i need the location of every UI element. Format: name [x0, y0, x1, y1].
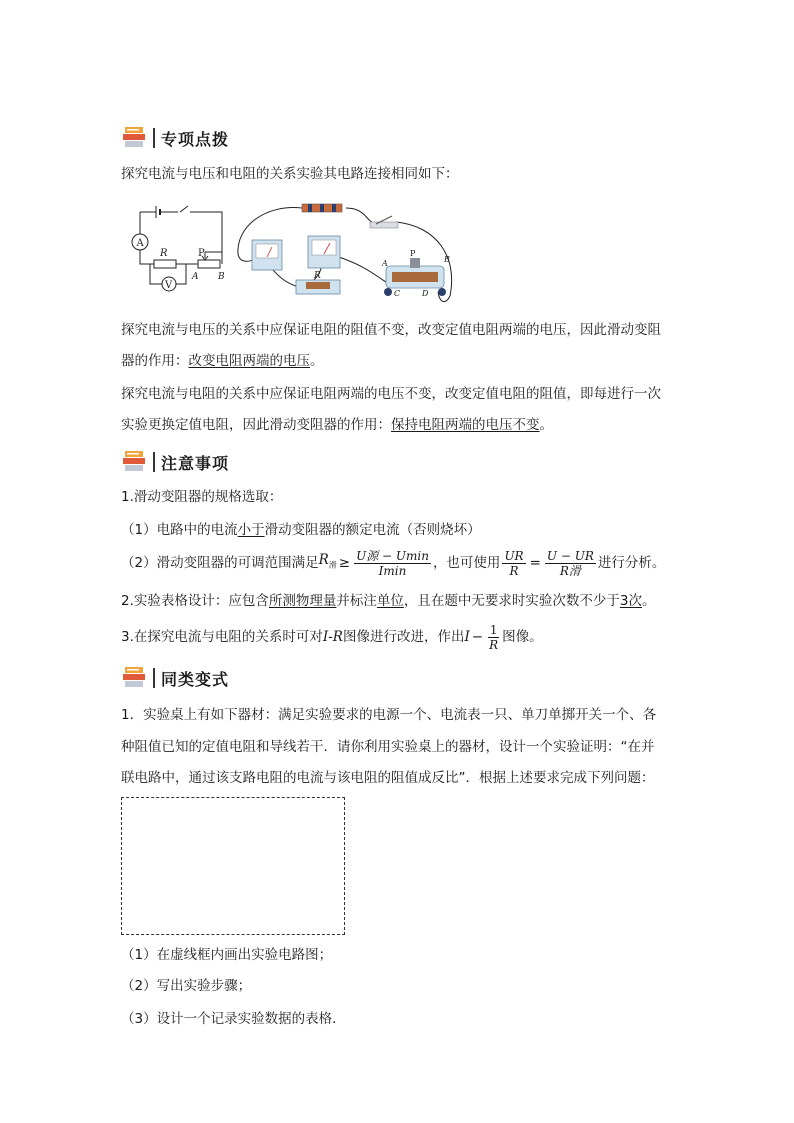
circuit-label-voltmeter: V: [165, 280, 173, 291]
formula-sub-slide: 滑: [328, 560, 337, 570]
note-1: 1.滑动变阻器的规格选取：: [121, 489, 283, 505]
note-2-prefix: 2.实验表格设计：应包含: [121, 593, 269, 609]
note-1a-underline: 小于: [237, 522, 265, 538]
problem-line3: 联电路中，通过该支路电阻的电流与该电阻的阻值成反比”．根据上述要求完成下列问题：: [121, 770, 655, 786]
para1-line1: 探究电流与电压的关系中应保证电阻的阻值不变，改变定值电阻两端的电压，因此滑动变阻: [121, 322, 661, 338]
resistor-icon: [296, 280, 340, 294]
circuit-drawing-box[interactable]: [121, 797, 345, 935]
note-3-fraction: [487, 623, 500, 652]
intro-text: 探究电流与电压和电阻的关系实验其电路连接相同如下：: [121, 166, 459, 182]
apparatus-label-b: B: [444, 255, 450, 264]
section-heading-notes: [121, 449, 229, 475]
note-1b: [121, 547, 665, 579]
para1-line2: [121, 351, 324, 371]
note-2-underline-3: 3次: [619, 593, 642, 609]
apparatus-label-d: D: [422, 289, 429, 298]
para1-line2-prefix: 器的作用：: [121, 353, 189, 369]
section-title: 专项点拨: [161, 129, 230, 149]
formula-num-1: U源 − Umin: [356, 548, 429, 563]
apparatus-label-p: P: [410, 249, 416, 258]
note-3: [121, 622, 543, 652]
question-2: （2）写出实验步骤；: [121, 978, 252, 994]
note-1b-mid: ，也可使用: [432, 555, 501, 571]
note-1a-prefix: （1）电路中的电流: [121, 522, 238, 538]
book-icon: [121, 451, 147, 473]
circuit-label-r: R: [160, 248, 168, 259]
problem-line2: 种阻值已知的定值电阻和导线若干．请你利用实验桌上的器材，设计一个实验证明：“在并: [121, 739, 655, 755]
formula-den-1: Imin: [378, 563, 407, 578]
note-1a-suffix: 滑动变阻器的额定电流（否则烧坏）: [264, 522, 481, 538]
formula-fraction-2: [502, 549, 525, 578]
note-1b-suffix: 进行分析。: [597, 555, 666, 571]
note-2-mid-2: ，且在题中无要求时实验次数不少于: [403, 593, 620, 609]
apparatus-label-c: C: [394, 289, 401, 298]
note-3-mid: 图像进行改进，作出: [342, 629, 465, 645]
para1-underline: 改变电阻两端的电压: [188, 353, 310, 369]
para2-line1: 探究电流与电阻的关系中应保证电阻两端的电压不变，改变定值电阻的阻值，即每进行一次: [121, 386, 661, 402]
para2-line2: [121, 415, 553, 435]
switch-icon: [370, 216, 398, 228]
note-1b-prefix: （2）滑动变阻器的可调范围满足: [121, 555, 319, 571]
heading-divider: [153, 668, 155, 688]
para1-line2-suffix: 。: [310, 353, 324, 369]
formula-num-3: U − UR: [546, 548, 594, 563]
note-1a: [121, 520, 481, 540]
book-icon: [121, 667, 147, 689]
note-2-suffix: 。: [641, 593, 656, 609]
circuit-label-b: B: [218, 272, 225, 282]
voltmeter-icon: [252, 240, 282, 270]
ammeter-icon: [308, 236, 340, 268]
note-2: [121, 591, 655, 611]
section-title: 注意事项: [161, 453, 230, 473]
apparatus-label-a: A: [382, 259, 388, 268]
apparatus-illustration: [236, 196, 458, 308]
circuit-label-ammeter: A: [136, 238, 144, 249]
formula-r-slide: [319, 550, 337, 576]
note-3-suffix: 图像。: [502, 629, 543, 645]
section-heading-tips: [121, 125, 229, 151]
para2-underline: 保持电阻两端的电压不变: [391, 417, 540, 433]
formula-fraction-1: [354, 549, 431, 578]
book-icon: [121, 127, 147, 149]
para2-line2-suffix: 。: [539, 417, 553, 433]
battery-icon: [302, 204, 342, 212]
note-2-mid-1: 并标注: [336, 593, 377, 609]
para2-line2-prefix: 实验更换定值电阻，因此滑动变阻器的作用：: [121, 417, 391, 433]
note-3-ir: I-R: [322, 629, 343, 645]
note-2-underline-2: 单位: [376, 593, 404, 609]
apparatus-label-r: R: [314, 271, 321, 281]
formula-den-2: R: [509, 563, 519, 578]
heading-divider: [153, 452, 155, 472]
formula-ge: ≥: [338, 555, 351, 571]
circuit-schematic: [128, 200, 233, 300]
section-heading-variants: [121, 665, 229, 691]
note-3-dash: −: [471, 629, 484, 645]
note-2-underline-1: 所测物理量: [268, 593, 337, 609]
question-3: （3）设计一个记录实验数据的表格．: [121, 1011, 346, 1027]
formula-eq: =: [529, 555, 541, 571]
formula-num-2: UR: [504, 548, 524, 563]
problem-line1: 1．实验桌上有如下器材：满足实验要求的电源一个、电流表一只、单刀单掷开关一个、各: [121, 707, 657, 723]
note-3-r: R: [489, 637, 499, 652]
note-3-one: 1: [489, 622, 498, 637]
formula-r: R: [318, 552, 329, 569]
question-1: （1）在虚线框内画出实验电路图；: [121, 947, 333, 963]
circuit-label-p: P: [198, 248, 205, 259]
formula-den-3: R滑: [559, 563, 581, 578]
heading-divider: [153, 128, 155, 148]
note-3-i: I: [464, 629, 470, 645]
note-3-prefix: 3.在探究电流与电阻的关系时可对: [121, 629, 323, 645]
circuit-label-a: A: [192, 272, 199, 282]
section-title: 同类变式: [161, 669, 230, 689]
formula-fraction-3: [545, 549, 596, 578]
